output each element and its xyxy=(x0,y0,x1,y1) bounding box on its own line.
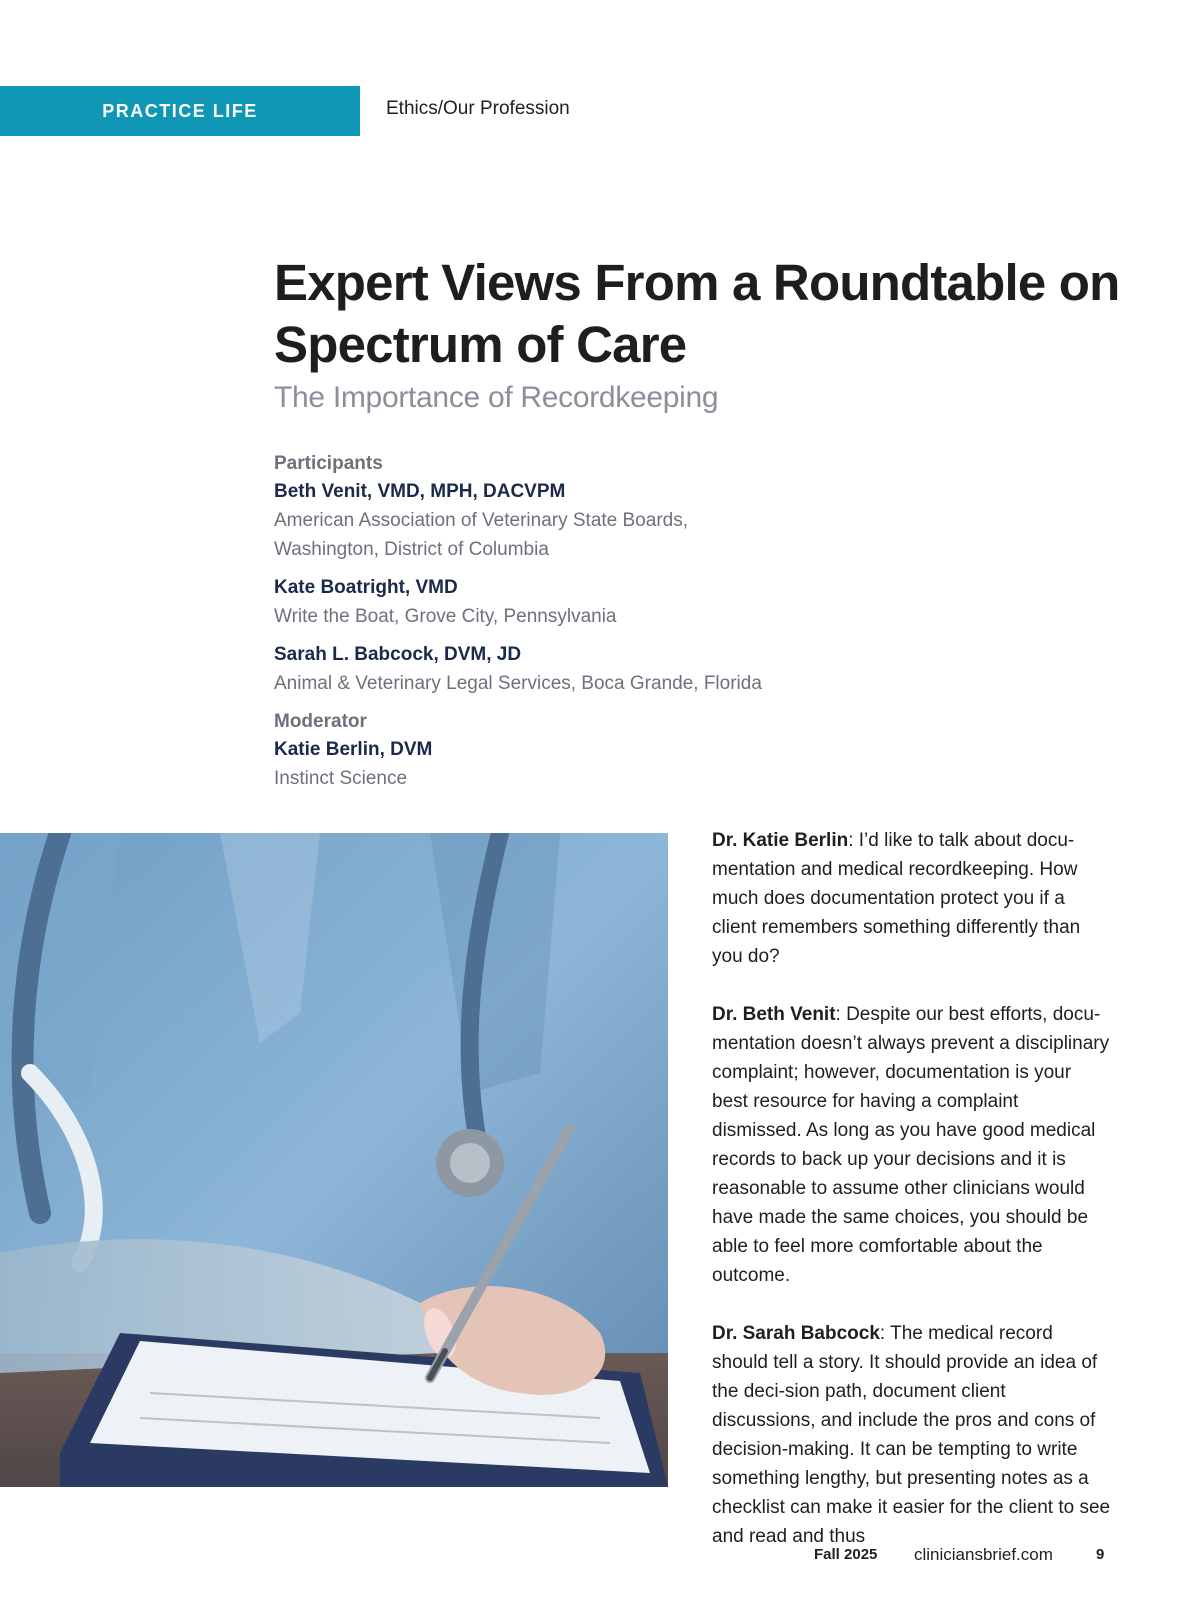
participants-block xyxy=(274,450,874,793)
paragraph-text: : I’d like to talk about docu-mentation and medical recordkeeping. How much does documentation protect you if a client remembers something differently than you do? xyxy=(712,830,1081,967)
body-paragraph xyxy=(712,1000,1112,1290)
participant-affiliation: Write the Boat, Grove City, Pennsylvania xyxy=(274,606,617,627)
section-label: PRACTICE LIFE xyxy=(102,100,258,121)
participant xyxy=(274,478,874,564)
participants-heading: Participants xyxy=(274,453,383,474)
speaker-name: Dr. Sarah Babcock xyxy=(712,1323,880,1344)
article-subtitle: The Importance of Recordkeeping xyxy=(274,381,719,414)
participant-affiliation: Animal & Veterinary Legal Services, Boca Grande, Florida xyxy=(274,673,762,694)
moderator-affiliation: Instinct Science xyxy=(274,768,408,789)
participant-affiliation: Washington, District of Columbia xyxy=(274,539,549,560)
body-paragraph xyxy=(712,1319,1112,1551)
article-title: Expert Views From a Roundtable on Spectrum of Care xyxy=(274,254,1120,373)
article-body xyxy=(712,826,1112,1580)
speaker-name: Dr. Beth Venit xyxy=(712,1004,836,1025)
moderator-heading: Moderator xyxy=(274,711,367,732)
participant xyxy=(274,574,874,631)
body-paragraph xyxy=(712,826,1112,971)
participant xyxy=(274,641,874,698)
moderator-name: Katie Berlin, DVM xyxy=(274,739,433,760)
page-number: 9 xyxy=(1096,1546,1105,1563)
clinician-writing-photo xyxy=(0,833,668,1487)
speaker-name: Dr. Katie Berlin xyxy=(712,830,849,851)
participant-affiliation: American Association of Veterinary State Boards, xyxy=(274,510,688,531)
category-label: Ethics/Our Profession xyxy=(386,98,570,119)
footer-site-link[interactable]: cliniciansbrief.com xyxy=(914,1545,1053,1564)
footer-season: Fall 2025 xyxy=(814,1546,878,1563)
photo-illustration xyxy=(0,833,668,1487)
section-band xyxy=(0,86,360,136)
participant-name: Sarah L. Babcock, DVM, JD xyxy=(274,644,522,665)
participant-name: Kate Boatright, VMD xyxy=(274,577,458,598)
participant-name: Beth Venit, VMD, MPH, DACVPM xyxy=(274,481,566,502)
paragraph-text: : Despite our best efforts, docu-mentation doesn’t always prevent a disciplinary complaint; however, documentation is your best resource for having a complaint dismissed. As long as you have good medical records to back up your decisions and it is reasonable to assume other clinicians would have made the same choices, you should be able to feel more comfortable about the outcome. xyxy=(712,1004,1110,1286)
paragraph-text: : The medical record should tell a story. It should provide an idea of the deci-sion path, document client discussions, and include the pros and cons of decision-making. It can be tempting to write something lengthy, but presenting notes as a checklist can make it easier for the client to see and read and thus xyxy=(712,1323,1111,1547)
